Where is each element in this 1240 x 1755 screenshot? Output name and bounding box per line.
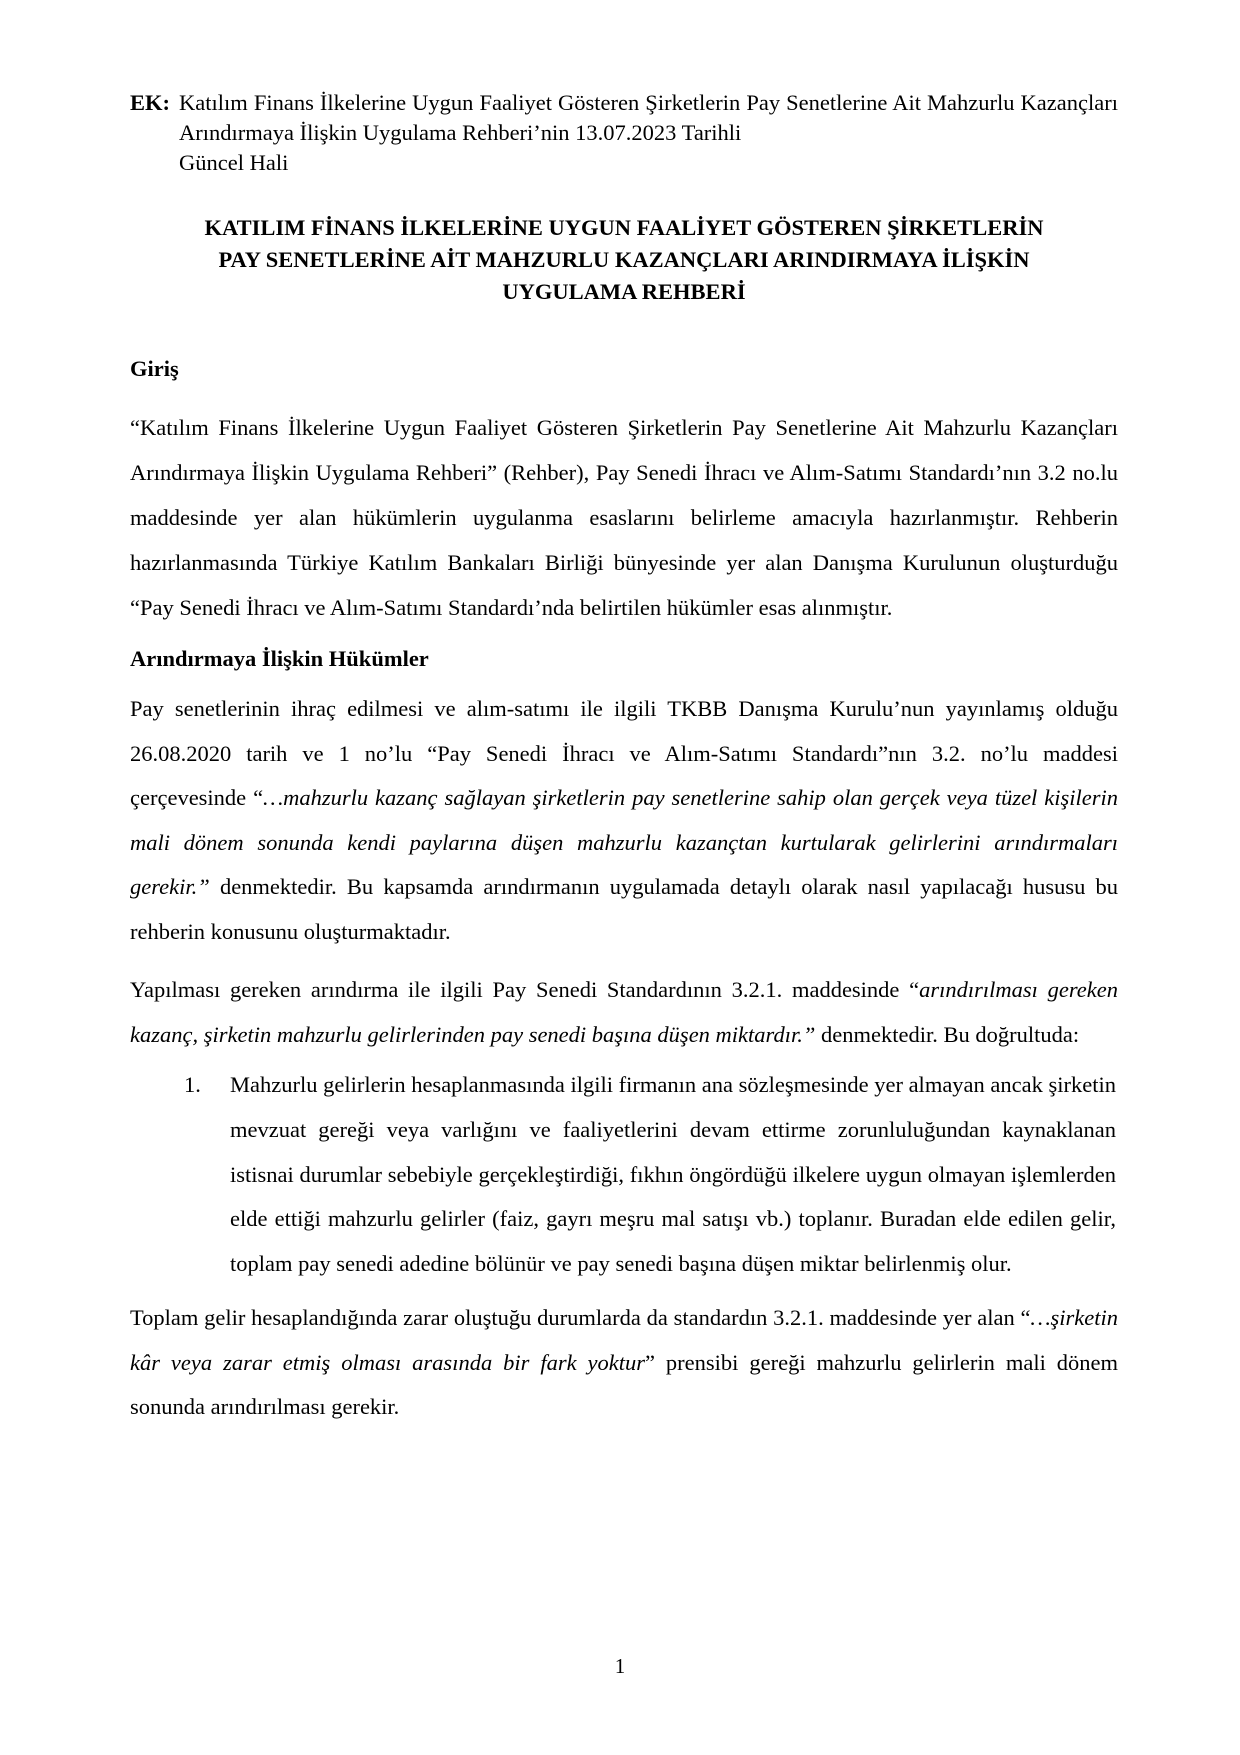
provisions-p2-text-a: Yapılması gereken arındırma ile ilgili Pay Senedi Standardının 3.2.1. maddesinde “: [130, 977, 920, 1003]
document-content: [130, 88, 1118, 1430]
annex-label: EK:: [130, 90, 171, 115]
page-title: [130, 212, 1118, 308]
title-line-3: UYGULAMA REHBERİ: [502, 278, 746, 304]
title-line-2: PAY SENETLERİNE AİT MAHZURLU KAZANÇLARI ARINDIRMAYA İLİŞKİN: [218, 246, 1030, 272]
provisions-p3-text-b: ” prensibi gereği mahzurlu gelirlerin mali dönem sonunda arındırılması gerekir.: [130, 1349, 1118, 1420]
page-number: 1: [614, 1654, 626, 1678]
list-item-number: 1.: [184, 1072, 201, 1098]
intro-paragraph: “Katılım Finans İlkelerine Uygun Faaliyet Gösteren Şirketlerin Pay Senetlerine Ait Mahzurlu Kazançları Arındırmaya İlişkin Uygulama Rehberi” (Rehber), Pay Senedi İhracı ve Alım-Satımı Standardı’nın 3.2 no.lu maddesinde yer alan hükümlerin uygulanma esaslarını belirleme amacıyla hazırlanmıştır. Rehberin hazırlanmasında Türkiye Katılım Bankaları Birliği bünyesinde yer alan Danışma Kurulunun oluşturduğu “Pay Senedi İhracı ve Alım-Satımı Standardı’nda belirtilen hükümler esas alınmıştır.: [130, 414, 1118, 620]
annex-line-1: Katılım Finans İlkelerine Uygun Faaliyet Gösteren Şirketlerin Pay Senetlerine Ait Mahzurlu Kazançları Arındırmaya İlişkin Uygulama Rehberi’nin 13.07.2023 Tarihli: [179, 90, 1118, 145]
provisions-p3-text-a: Toplam gelir hesaplandığında zarar oluştuğu durumlarda da standardın 3.2.1. maddesinde yer alan “: [130, 1305, 1031, 1331]
provisions-p1-text-a: Pay senetlerinin ihraç edilmesi ve alım-satımı ile ilgili TKBB Danışma Kurulu’nun yayınlamış olduğu 26.08.2020 tarih ve 1 no’lu “Pay Senedi İhracı ve Alım-Satımı Standardı”nın 3.2. no’lu maddesi çerçevesinde “: [130, 696, 1118, 811]
provisions-paragraph-2: [130, 968, 1118, 1057]
list-item: [130, 1063, 1118, 1286]
list-item-text: Mahzurlu gelirlerin hesaplanmasında ilgili firmanın ana sözleşmesinde yer almayan ancak şirketin mevzuat gereği veya varlığını ve faaliyetlerini devam ettirme zorunluluğundan kaynaklanan istisnai durumlar sebebiyle gerçekleştirdiği, fıkhın öngördüğü ilkelere uygun olmayan işlemlerden elde ettiği mahzurlu gelirler (faiz, gayrı meşru mal satışı vb.) toplanır. Buradan elde edilen gelir, toplam pay senedi adedine bölünür ve pay senedi başına düşen miktar belirlenmiş olur.: [230, 1072, 1116, 1276]
provisions-p2-quote: arındırılması gereken kazanç, şirketin mahzurlu gelirlerinden pay senedi başına düşen miktardır.”: [130, 977, 1118, 1047]
title-line-1: KATILIM FİNANS İLKELERİNE UYGUN FAALİYET GÖSTEREN ŞİRKETLERİN: [204, 214, 1044, 240]
provisions-paragraph-3: [130, 1296, 1118, 1430]
section-heading-intro: Giriş: [130, 355, 179, 381]
annex-note: [130, 88, 1118, 178]
provisions-paragraph-1: [130, 687, 1118, 954]
provisions-numbered-list: [130, 1063, 1118, 1286]
section-heading-provisions: Arındırmaya İlişkin Hükümler: [130, 645, 429, 671]
provisions-p1-quote: …mahzurlu kazanç sağlayan şirketlerin pay senetlerine sahip olan gerçek veya tüzel kişilerin mali dönem sonunda kendi paylarına düşen mahzurlu kazançtan kurtularak gelirlerini arındırmaları gerekir.”: [130, 785, 1118, 900]
provisions-p3-quote: …şirketin kâr veya zarar etmiş olması arasında bir fark yoktur: [130, 1305, 1118, 1375]
provisions-p2-text-b: denmektedir. Bu doğrultuda:: [815, 1021, 1080, 1047]
annex-line-2: Güncel Hali: [179, 149, 289, 175]
annex-text: [179, 88, 1118, 178]
provisions-p1-text-b: denmektedir. Bu kapsamda arındırmanın uygulamada detaylı olarak nasıl yapılacağı hususu bu rehberin konusunu oluşturmaktadır.: [130, 874, 1118, 944]
